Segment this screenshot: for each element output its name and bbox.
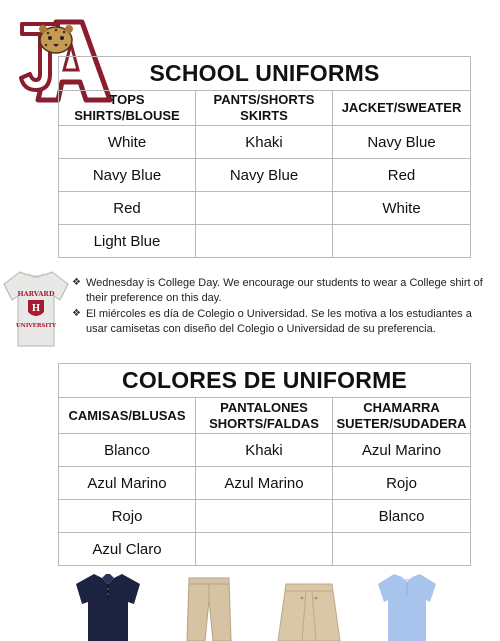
table-cell: Red	[59, 192, 196, 225]
shirt-print-letter: H	[31, 304, 41, 314]
table-cell: Khaki	[196, 434, 333, 467]
navy-polo-icon	[72, 572, 144, 641]
shirt-print-top: HARVARD	[17, 290, 55, 298]
table-row	[59, 500, 471, 533]
table-cell: Rojo	[59, 500, 196, 533]
table-cell: White	[59, 126, 196, 159]
header-label: CHAMARRA SUETER/SUDADERA	[336, 399, 467, 431]
table-cell: Light Blue	[59, 225, 196, 258]
table-cell: Rojo	[333, 467, 471, 500]
table-cell: Blanco	[59, 434, 196, 467]
table-cell: Azul Marino	[59, 467, 196, 500]
table-row	[59, 126, 471, 159]
table-row	[59, 434, 471, 467]
table-cell	[333, 533, 471, 566]
table-cell	[333, 225, 471, 258]
column-header	[59, 398, 196, 434]
table-cell: Azul Marino	[196, 467, 333, 500]
note-text: El miércoles es día de Colegio o Universidad. Se les motiva a los estudiantes a usar camisetas con diseño del Colegio o Universidad de su preferencia.	[86, 308, 472, 335]
header-label: TOPS SHIRTS/BLOUSE	[74, 92, 180, 123]
table-row	[59, 225, 471, 258]
column-header	[59, 91, 196, 126]
column-header	[333, 398, 471, 434]
header-label: CAMISAS/BLUSAS	[68, 407, 186, 423]
table-cell: Azul Marino	[333, 434, 471, 467]
table-cell: White	[333, 192, 471, 225]
light-blue-blouse-icon	[376, 572, 438, 641]
table-cell: Red	[333, 159, 471, 192]
diamond-bullet-icon: ❖	[72, 277, 81, 288]
table-title: COLORES DE UNIFORME	[59, 364, 471, 398]
column-header	[196, 91, 333, 126]
college-day-notes	[72, 276, 492, 338]
table-title: SCHOOL UNIFORMS	[59, 57, 471, 91]
table-cell: Blanco	[333, 500, 471, 533]
khaki-shorts-icon	[186, 576, 232, 641]
diamond-bullet-icon: ❖	[72, 308, 81, 319]
colores-de-uniforme-table	[58, 363, 471, 566]
column-header	[196, 398, 333, 434]
harvard-tshirt-icon	[2, 266, 70, 350]
table-cell	[196, 500, 333, 533]
table-cell	[196, 225, 333, 258]
table-cell: Navy Blue	[333, 126, 471, 159]
header-label: PANTS/SHORTS SKIRTS	[213, 92, 315, 123]
table-row	[59, 533, 471, 566]
note-text: Wednesday is College Day. We encourage our students to wear a College shirt of their preference on this day.	[86, 277, 483, 304]
school-uniforms-table	[58, 56, 471, 258]
note-spanish	[72, 307, 492, 336]
table-cell: Navy Blue	[59, 159, 196, 192]
shirt-print-bottom: UNIVERSITY	[16, 323, 56, 329]
column-header	[333, 91, 471, 126]
table-row	[59, 467, 471, 500]
table-cell: Khaki	[196, 126, 333, 159]
table-cell: Azul Claro	[59, 533, 196, 566]
table-cell: Navy Blue	[196, 159, 333, 192]
table-cell	[196, 533, 333, 566]
header-label: JACKET/SWEATER	[341, 100, 462, 115]
note-english	[72, 276, 492, 305]
table-row	[59, 159, 471, 192]
table-cell	[196, 192, 333, 225]
table-row	[59, 192, 471, 225]
header-label: PANTALONES SHORTS/FALDAS	[209, 399, 319, 431]
khaki-skort-icon	[276, 582, 342, 641]
